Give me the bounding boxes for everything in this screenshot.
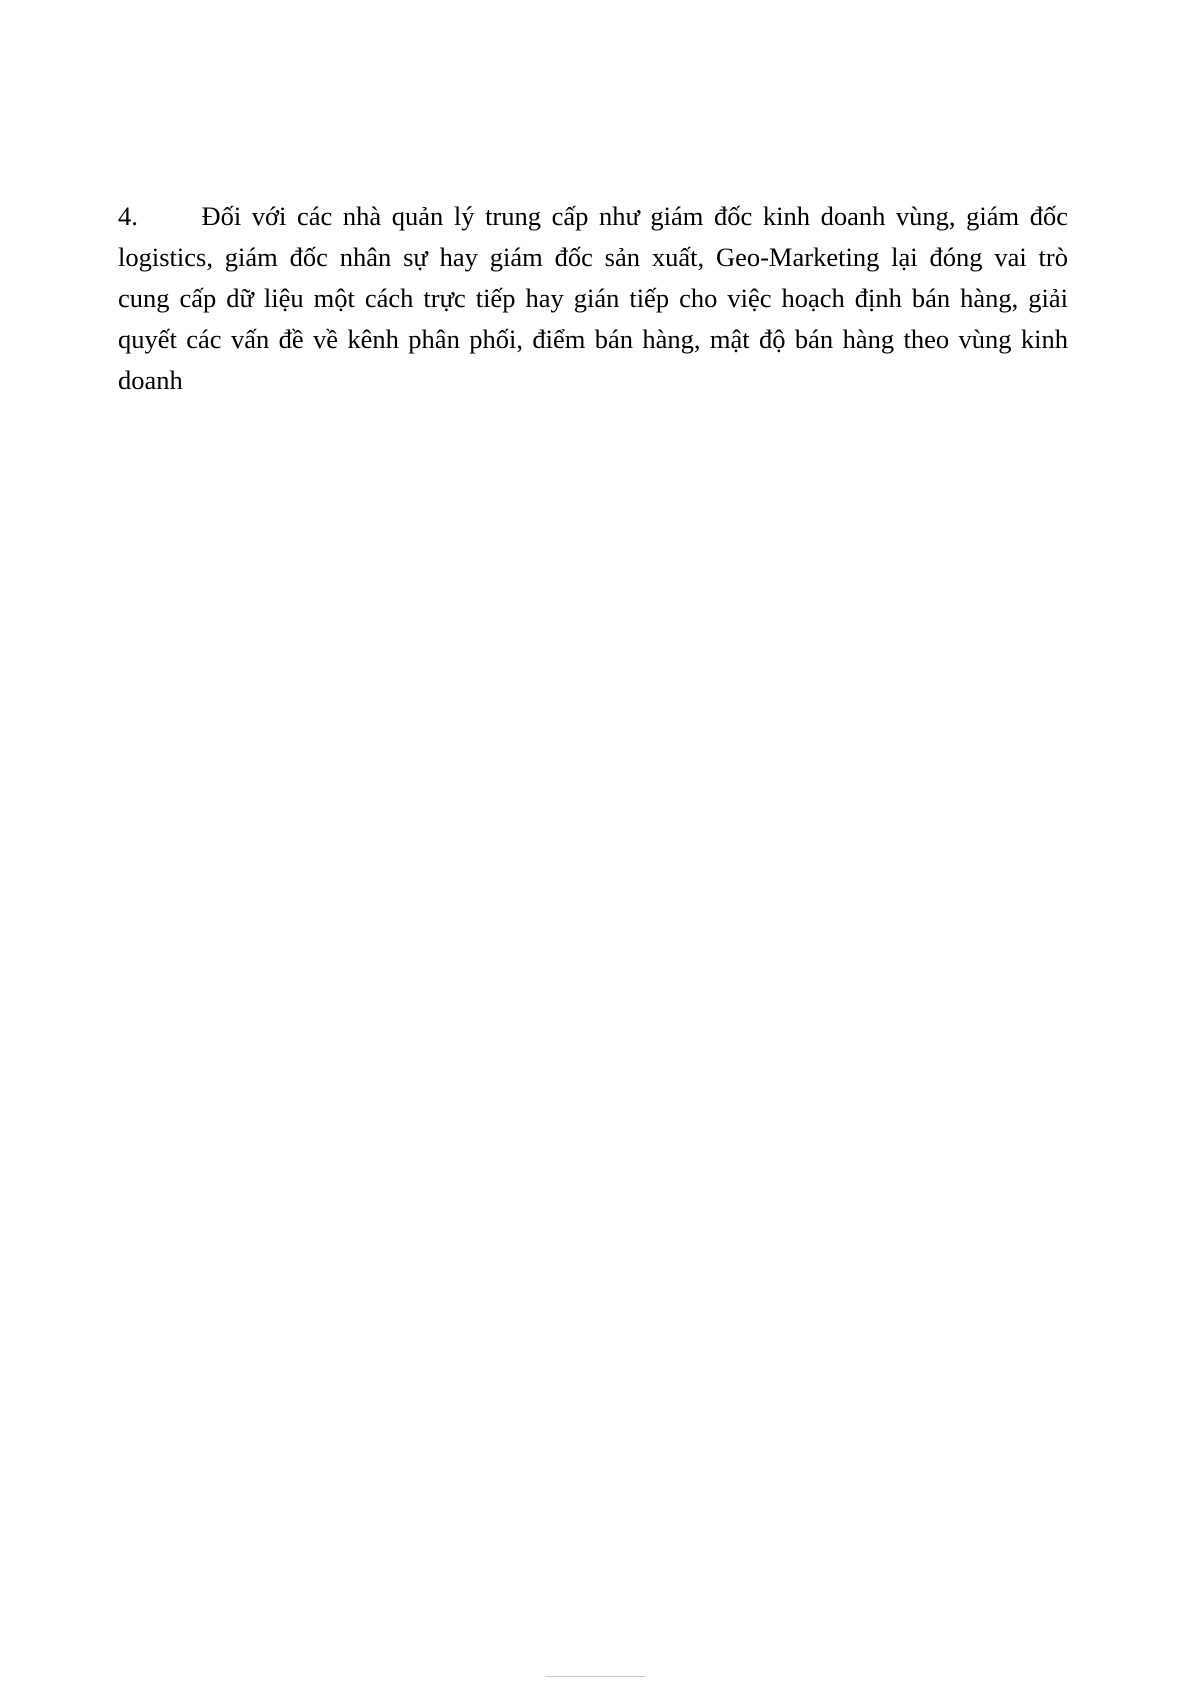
page-content: [118, 196, 1068, 401]
list-number: 4.: [118, 201, 138, 231]
paragraph-text: Đối với các nhà quản lý trung cấp như giám đốc kinh doanh vùng, giám đốc logistics, giám đốc nhân sự hay giám đốc sản xuất, Geo-Marketing lại đóng vai trò cung cấp dữ liệu một cách trực tiếp hay gián tiếp cho việc hoạch định bán hàng, giải quyết các vấn đề về kênh phân phối, điểm bán hàng, mật độ bán hàng theo vùng kinh doanh: [118, 201, 1068, 395]
paragraph-4: [118, 196, 1068, 401]
footer-divider: [545, 1676, 645, 1677]
list-indent: [138, 201, 202, 231]
